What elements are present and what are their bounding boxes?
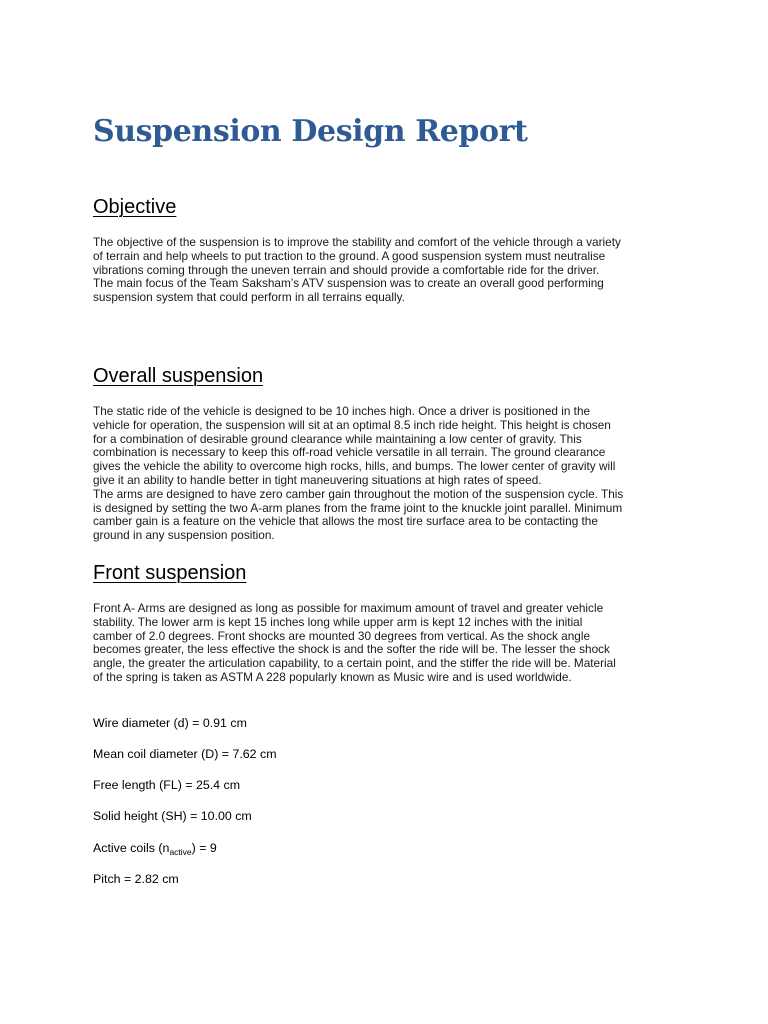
spec-solid-height: Solid height (SH) = 10.00 cm [93, 809, 252, 823]
paragraph-line: give it an ability to handle better in tight maneuvering situations at high rates of speed. [93, 472, 542, 487]
overall-suspension-paragraph [93, 405, 623, 543]
document-title: Suspension Design Report [93, 114, 528, 149]
paragraph-line: The objective of the suspension is to improve the stability and comfort of the vehicle through a variety [93, 235, 621, 249]
paragraph-line: of terrain and help wheels to put traction to the ground. A good suspension system must neutralise [93, 248, 606, 263]
paragraph-line: gives the vehicle the ability to overcome high rocks, hills, and bumps. The lower center of gravity will [93, 459, 616, 474]
spec-free-length: Free length (FL) = 25.4 cm [93, 778, 241, 792]
objective-heading: Objective [93, 196, 177, 218]
paragraph-line: camber of 2.0 degrees. Front shocks are mounted 30 degrees from vertical. As the shock angle [93, 628, 591, 643]
paragraph-line: is designed by setting the two A-arm planes from the frame joint to the knuckle joint parallel. Minimum [93, 500, 623, 515]
paragraph-line: for a combination of desirable ground clearance while maintaining a low center of gravity. This [93, 431, 582, 446]
paragraph-line: Front A- Arms are designed as long as possible for maximum amount of travel and greater vehicle [93, 601, 604, 615]
paragraph-line: vibrations coming through the uneven terrain and should provide a comfortable ride for the driver. [93, 262, 600, 277]
paragraph-line: ground in any suspension position. [93, 528, 275, 543]
paragraph-line: camber gain is a feature on the vehicle that allows the most tire surface area to be contacting the [93, 514, 598, 529]
paragraph-line: The static ride of the vehicle is designed to be 10 inches high. Once a driver is positioned in the [93, 404, 591, 418]
paragraph-line: The arms are designed to have zero camber gain throughout the motion of the suspension cycle. This [93, 486, 624, 501]
paragraph-line: angle, the greater the articulation capability, to a certain point, and the stiffer the ride will be. Material [93, 656, 616, 671]
active-coils-subscript: active [169, 847, 192, 857]
spec-mean-coil-diameter: Mean coil diameter (D) = 7.62 cm [93, 747, 277, 761]
objective-paragraph [93, 236, 621, 305]
overall-suspension-heading: Overall suspension [93, 365, 264, 387]
active-coils-label: Active coils (n [93, 841, 170, 855]
active-coils-value: ) = 9 [191, 841, 217, 855]
paragraph-line: The main focus of the Team Saksham’s ATV suspension was to create an overall good performing [93, 276, 604, 291]
front-suspension-paragraph [93, 602, 616, 685]
spec-wire-diameter: Wire diameter (d) = 0.91 cm [93, 716, 247, 730]
spec-pitch: Pitch = 2.82 cm [93, 872, 179, 886]
paragraph-line: becomes greater, the less effective the shock is and the softer the ride will be. The lesser the shock [93, 642, 610, 657]
paragraph-line: of the spring is taken as ASTM A 228 popularly known as Music wire and is used worldwide. [93, 669, 572, 684]
paragraph-line: stability. The lower arm is kept 15 inches long while upper arm is kept 12 inches with the initial [93, 614, 583, 629]
front-suspension-heading: Front suspension [93, 562, 247, 584]
paragraph-line: suspension system that could perform in all terrains equally. [93, 290, 405, 305]
paragraph-line: combination is necessary to keep this off-road vehicle versatile in all terrain. The ground clearance [93, 445, 606, 460]
paragraph-line: vehicle for operation, the suspension will sit at an optimal 8.5 inch ride height. This height is chosen [93, 417, 611, 432]
spec-active-coils [93, 840, 217, 856]
